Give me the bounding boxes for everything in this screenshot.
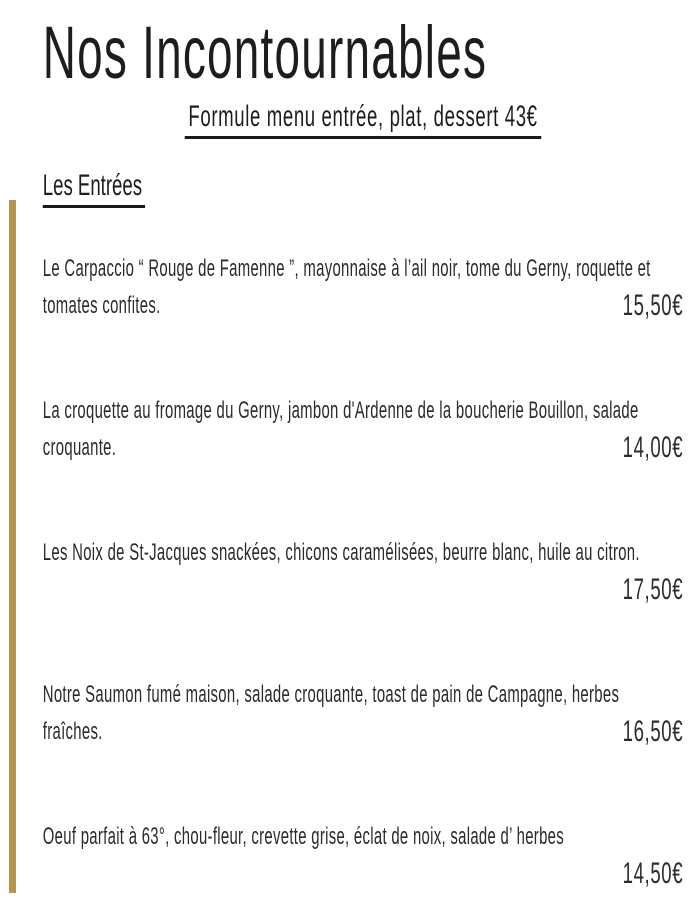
menu-item-description: Le Carpaccio “ Rouge de Famenne ”, mayonnaise à l’ail noir, tome du Gerny, roquette et tomates confites. (42, 255, 651, 319)
menu-item (43, 818, 683, 892)
menu-item (43, 534, 683, 608)
page-title: Nos Incontournables (42, 11, 488, 94)
menu-item-description: Notre Saumon fumé maison, salade croquante, toast de pain de Campagne, herbes fraîches. (42, 681, 620, 745)
menu-item-description: Oeuf parfait à 63°, chou-fleur, crevette grise, éclat de noix, salade d’ herbes (42, 823, 564, 850)
section-heading-row (43, 169, 683, 208)
menu-items-list (43, 250, 683, 892)
menu-item-price: 17,50€ (622, 573, 684, 606)
menu-item (43, 392, 683, 466)
menu-item (43, 676, 683, 750)
menu-item-description: La croquette au fromage du Gerny, jambon d'Ardenne de la boucherie Bouillon, salade croquante. (42, 397, 639, 461)
section-heading: Les Entrées (43, 169, 145, 208)
formula-row (43, 100, 683, 139)
menu-item-price: 15,50€ (622, 289, 684, 322)
menu-item-price: 16,50€ (622, 715, 684, 748)
menu-item-description: Les Noix de St-Jacques snackées, chicons caramélisées, beurre blanc, huile au citron. (42, 539, 640, 566)
menu-item-price: 14,00€ (622, 431, 684, 464)
formula-subtitle: Formule menu entrée, plat, dessert 43€ (185, 100, 542, 139)
menu-item (43, 250, 683, 324)
menu-item-price: 14,50€ (622, 857, 684, 890)
